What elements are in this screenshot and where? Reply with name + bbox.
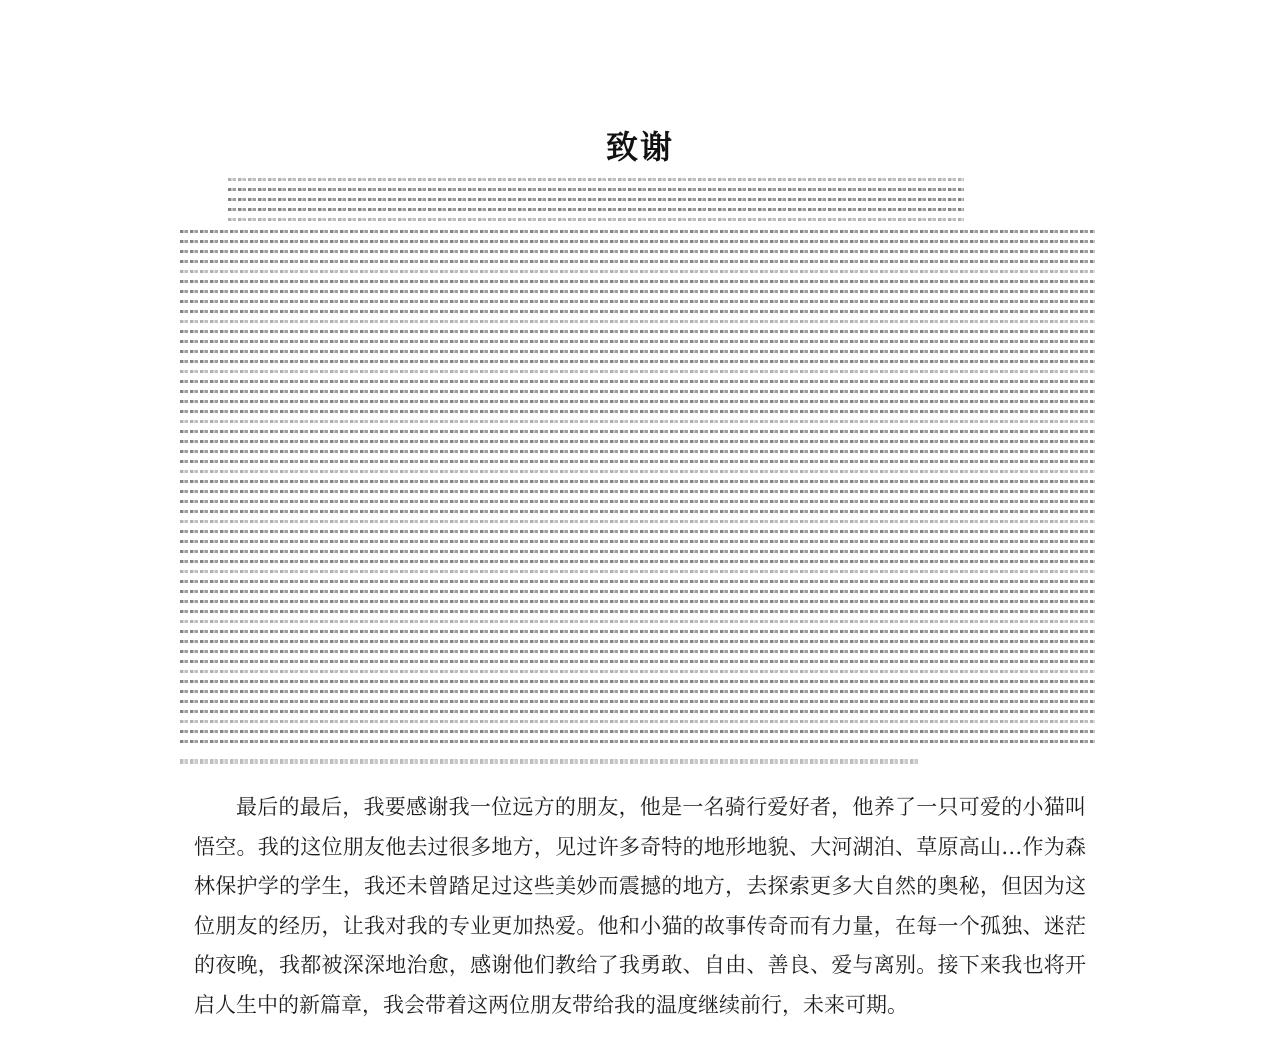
obscured-line: [228, 198, 964, 201]
obscured-line: [180, 320, 1095, 323]
obscured-line: [180, 520, 1095, 523]
obscured-line: [180, 290, 1095, 293]
obscured-line: [180, 300, 1095, 303]
obscured-line: [180, 460, 1095, 463]
obscured-text-main: [180, 230, 1095, 750]
obscured-line: [180, 230, 1095, 233]
obscured-line: [180, 260, 1095, 263]
obscured-line: [180, 600, 1095, 603]
obscured-line: [180, 590, 1095, 593]
obscured-line: [180, 450, 1095, 453]
obscured-line: [228, 188, 964, 191]
obscured-line: [180, 670, 1095, 673]
obscured-line: [180, 490, 1095, 493]
obscured-line: [180, 680, 1095, 683]
obscured-line: [180, 640, 1095, 643]
obscured-text-top: [228, 178, 964, 230]
obscured-line: [180, 400, 1095, 403]
obscured-line: [180, 740, 1095, 743]
obscured-line: [180, 570, 1095, 573]
obscured-line: [180, 430, 1095, 433]
page-title: 致谢: [605, 128, 674, 166]
obscured-line: [180, 530, 1095, 533]
obscured-line: [180, 620, 1095, 623]
obscured-line: [180, 660, 1095, 663]
obscured-line: [180, 420, 1095, 423]
obscured-line: [180, 610, 1095, 613]
obscured-line: [228, 218, 964, 221]
obscured-text-bottom: [180, 750, 918, 774]
obscured-line: [180, 370, 1095, 373]
obscured-line: [180, 690, 1095, 693]
obscured-line: [180, 440, 1095, 443]
obscured-line: [180, 580, 1095, 583]
obscured-line: [180, 250, 1095, 253]
obscured-line: [180, 340, 1095, 343]
obscured-line: [180, 360, 1095, 363]
obscured-line: [180, 510, 1095, 513]
obscured-line: [180, 410, 1095, 413]
obscured-line: [180, 350, 1095, 353]
obscured-line: [180, 550, 1095, 553]
obscured-line: [180, 310, 1095, 313]
obscured-line: [180, 720, 1095, 723]
obscured-line: [180, 730, 1095, 733]
obscured-line: [180, 650, 1095, 653]
obscured-line: [180, 560, 1095, 563]
obscured-line: [180, 390, 1095, 393]
obscured-line: [180, 280, 1095, 283]
obscured-line: [180, 540, 1095, 543]
acknowledgement-paragraph: 最后的最后，我要感谢我一位远方的朋友，他是一名骑行爱好者，他养了一只可爱的小猫叫悟空。我的这位朋友他去过很多地方，见过许多奇特的地形地貌、大河湖泊、草原高山…作为森林保护学的学生，我还未曾踏足过这些美妙而震撼的地方，去探索更多大自然的奥秘，但因为这位朋友的经历，让我对我的专业更加热爱。他和小猫的故事传奇而有力量，在每一个孤独、迷茫的夜晚，我都被深深地治愈，感谢他们教给了我勇敢、自由、善良、爱与离别。接下来我也将开启人生中的新篇章，我会带着这两位朋友带给我的温度继续前行，未来可期。: [194, 795, 1086, 1017]
obscured-line: [180, 480, 1095, 483]
obscured-line: [180, 470, 1095, 473]
obscured-line: [180, 270, 1095, 273]
obscured-line: [180, 700, 1095, 703]
obscured-line: [180, 240, 1095, 243]
obscured-line: [180, 630, 1095, 633]
obscured-line: [180, 710, 1095, 713]
obscured-line: [228, 178, 964, 181]
obscured-line: [180, 330, 1095, 333]
obscured-line: [180, 759, 918, 764]
obscured-line: [180, 380, 1095, 383]
obscured-line: [228, 208, 964, 211]
obscured-line: [180, 500, 1095, 503]
